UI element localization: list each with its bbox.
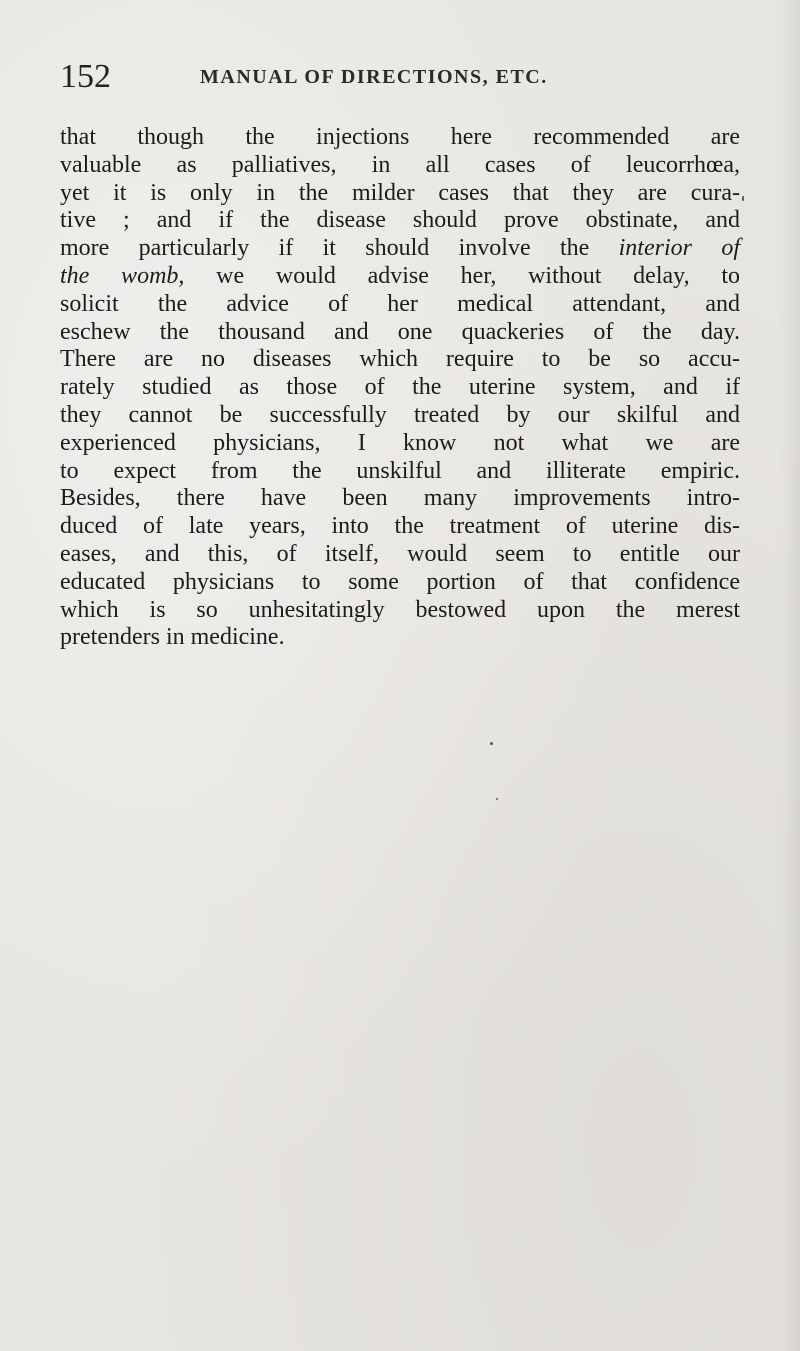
page-edge-shadow <box>780 0 800 1351</box>
text-line-9: There are no diseases which require to be so accu- <box>60 346 740 373</box>
text-line-2: valuable as palliatives, in all cases of leucorrhœa, <box>60 151 740 178</box>
body-text <box>60 124 740 652</box>
text-line-18: which is so unhesitatingly bestowed upon the merest <box>60 596 740 623</box>
text-line-6-roman: we would advise her, without delay, to <box>184 262 740 289</box>
text-line-1: that though the injections here recommended are <box>60 124 740 150</box>
text-line-17: educated physicians to some portion of that confidence <box>60 568 740 595</box>
ink-speck <box>496 798 498 800</box>
text-line-10: rately studied as those of the uterine system, and if <box>60 374 740 401</box>
text-line-11: they cannot be successfully treated by our skilful and <box>60 401 740 428</box>
text-line-5 <box>60 235 740 263</box>
text-line-16: eases, and this, of itself, would seem to entitle our <box>60 540 740 567</box>
text-line-3: yet it is only in the milder cases that they are cura- <box>60 179 740 206</box>
text-line-7: solicit the advice of her medical attendant, and <box>60 290 740 317</box>
ink-speck <box>490 742 493 745</box>
text-line-6 <box>60 263 740 291</box>
ink-speck <box>742 196 744 201</box>
text-line-8: eschew the thousand and one quackeries of the day. <box>60 318 740 345</box>
text-line-12: experienced physicians, I know not what we are <box>60 429 740 456</box>
text-line-15: duced of late years, into the treatment of uterine dis- <box>60 513 740 540</box>
running-title: MANUAL OF DIRECTIONS, ETC. <box>200 66 548 88</box>
italic-interior-of: interior of <box>618 235 740 262</box>
text-line-14: Besides, there have been many improvements intro- <box>60 485 740 512</box>
page-number: 152 <box>60 58 111 95</box>
running-head <box>60 58 740 98</box>
italic-the-womb: the womb, <box>60 262 185 289</box>
text-line-5-roman: more particularly if it should involve the <box>60 235 619 262</box>
text-line-13: to expect from the unskilful and illiterate empiric. <box>60 457 740 484</box>
text-line-4: tive ; and if the disease should prove obstinate, and <box>60 207 740 234</box>
text-line-19: pretenders in medicine. <box>60 624 285 651</box>
